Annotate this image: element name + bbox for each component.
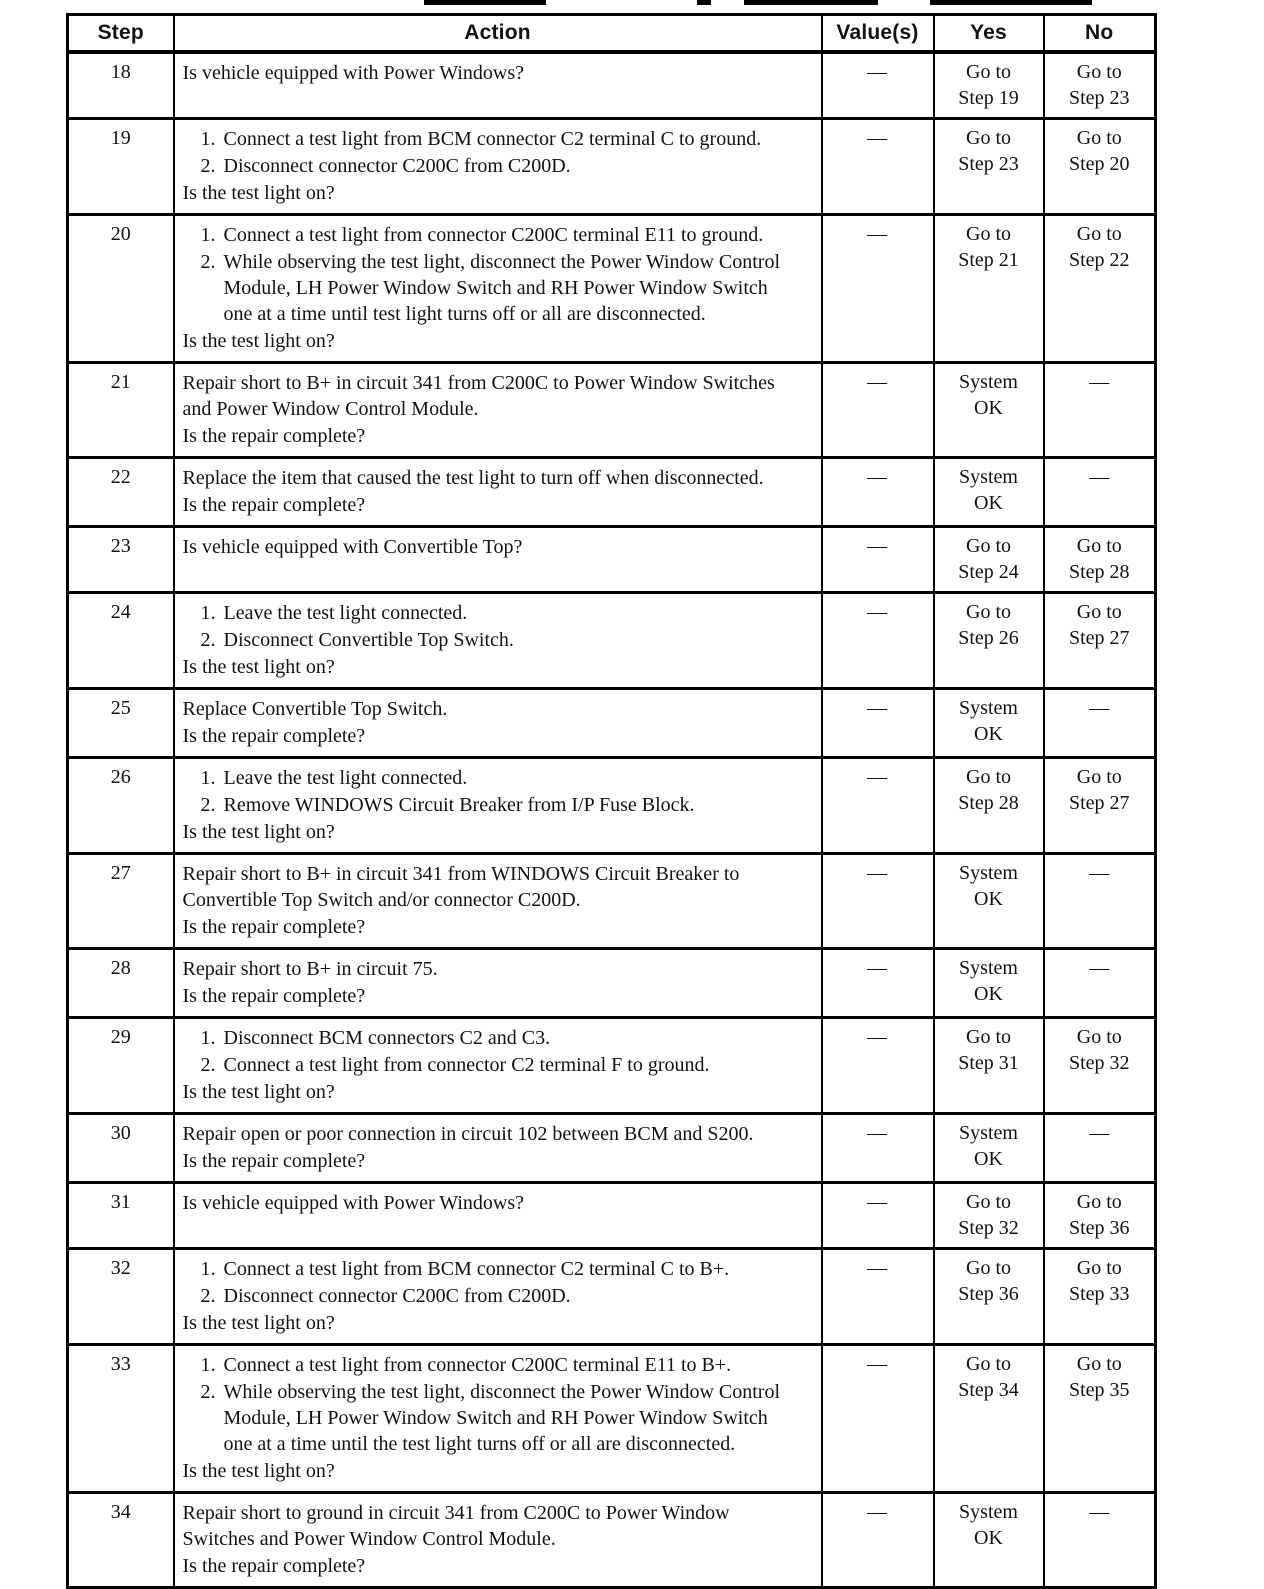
yes-cell-line: Go to: [966, 127, 1011, 149]
step-cell: 23: [68, 527, 174, 593]
step-cell: 26: [68, 758, 174, 854]
no-cell-line: Step 27: [1068, 627, 1130, 649]
action-item-text: Leave the test light connected.: [223, 767, 468, 789]
yes-cell: [934, 215, 1044, 363]
action-text-line: Is the repair complete?: [182, 494, 366, 516]
action-cell: [174, 1345, 822, 1493]
col-header-action: Action: [174, 15, 822, 53]
no-cell-line: —: [1089, 1122, 1110, 1144]
values-cell: —: [822, 949, 934, 1018]
yes-cell: [934, 119, 1044, 215]
yes-cell: [934, 458, 1044, 527]
action-text-line: Repair short to B+ in circuit 341 from WINDOWS Circuit Breaker to Convertible Top Switch and/or connector C200D.: [182, 863, 740, 911]
action-numbered-item: [181, 1256, 799, 1282]
yes-cell-line: System: [959, 1122, 1018, 1144]
step-cell: 30: [68, 1114, 174, 1183]
values-cell: —: [822, 527, 934, 593]
col-header-step: Step: [68, 15, 174, 53]
yes-cell: [934, 758, 1044, 854]
no-cell: [1044, 1493, 1156, 1588]
action-item-text: Disconnect BCM connectors C2 and C3.: [223, 1027, 551, 1049]
yes-cell-line: OK: [974, 1148, 1003, 1170]
action-numbered-item: [181, 765, 799, 791]
action-text-line: Is vehicle equipped with Power Windows?: [182, 1192, 525, 1214]
action-text-line: Replace the item that caused the test light to turn off when disconnected.: [182, 467, 764, 489]
action-item-text: Connect a test light from connector C200C terminal E11 to B+.: [223, 1354, 732, 1376]
no-cell-line: Go to: [1076, 766, 1122, 788]
yes-cell-line: Go to: [966, 223, 1011, 245]
action-item-number: 2.: [200, 629, 216, 651]
action-text-line: Is the test light on?: [182, 182, 335, 204]
action-cell: [174, 949, 822, 1018]
action-item-text: While observing the test light, disconnect the Power Window Control Module, LH Power Window Switch and RH Power Window Switch one at a time until test light turns off or all are disconnected.: [223, 251, 781, 325]
action-numbered-item: [181, 1352, 799, 1378]
yes-cell: [934, 1345, 1044, 1493]
action-text-line: Is the repair complete?: [182, 1555, 366, 1577]
action-text-line: Is the test light on?: [182, 656, 335, 678]
no-cell-line: —: [1089, 371, 1110, 393]
action-text-line: Is the repair complete?: [182, 916, 366, 938]
action-text-line: Repair short to B+ in circuit 341 from C200C to Power Window Switches and Power Window Control Module.: [182, 372, 775, 420]
action-item-number: 1.: [200, 1258, 216, 1280]
diagnostic-table: [66, 13, 1157, 1589]
yes-cell: [934, 363, 1044, 458]
action-numbered-item: [181, 1025, 799, 1051]
no-cell: [1044, 1345, 1156, 1493]
action-text-line: Replace Convertible Top Switch.: [182, 698, 448, 720]
action-numbered-item: [181, 1379, 799, 1457]
step-cell: 28: [68, 949, 174, 1018]
action-text-line: Is vehicle equipped with Power Windows?: [182, 62, 525, 84]
no-cell: [1044, 949, 1156, 1018]
no-cell-line: —: [1089, 697, 1110, 719]
yes-cell-line: Step 28: [958, 792, 1019, 814]
yes-cell-line: Go to: [966, 61, 1011, 83]
yes-cell: [934, 593, 1044, 689]
step-cell: 34: [68, 1493, 174, 1588]
yes-cell-line: System: [959, 1501, 1018, 1523]
yes-cell-line: Step 31: [958, 1052, 1019, 1074]
action-item-number: 2.: [200, 1054, 216, 1076]
no-cell: [1044, 1183, 1156, 1249]
yes-cell-line: Step 24: [958, 561, 1019, 583]
yes-cell-line: OK: [974, 1527, 1003, 1549]
no-cell-line: Step 22: [1068, 249, 1130, 271]
action-item-text: While observing the test light, disconnect the Power Window Control Module, LH Power Window Switch and RH Power Window Switch one at a time until the test light turns off or all are disconnected.: [223, 1381, 781, 1455]
action-item-number: 2.: [200, 251, 216, 273]
step-cell: 31: [68, 1183, 174, 1249]
values-cell: —: [822, 1249, 934, 1345]
no-cell-line: Step 23: [1068, 87, 1130, 109]
action-item-text: Remove WINDOWS Circuit Breaker from I/P Fuse Block.: [223, 794, 695, 816]
values-cell: —: [822, 363, 934, 458]
table-row: [68, 1493, 1156, 1588]
yes-cell-line: Step 36: [958, 1283, 1019, 1305]
no-cell-line: —: [1089, 466, 1110, 488]
yes-cell-line: OK: [974, 983, 1003, 1005]
action-item-number: 2.: [200, 794, 216, 816]
action-cell: [174, 215, 822, 363]
no-cell: [1044, 458, 1156, 527]
values-cell: —: [822, 1493, 934, 1588]
yes-cell-line: OK: [974, 492, 1003, 514]
yes-cell-line: Step 23: [958, 153, 1019, 175]
action-cell: [174, 1114, 822, 1183]
yes-cell-line: Go to: [966, 1191, 1011, 1213]
action-cell: [174, 1183, 822, 1249]
action-text-line: Is vehicle equipped with Convertible Top?: [182, 536, 523, 558]
col-header-values: Value(s): [822, 15, 934, 53]
action-cell: [174, 52, 822, 119]
table-row: [68, 1018, 1156, 1114]
action-cell: [174, 1249, 822, 1345]
action-item-number: 2.: [200, 1285, 216, 1307]
no-cell-line: —: [1089, 862, 1110, 884]
yes-cell-line: OK: [974, 888, 1003, 910]
scan-artifact-line: [424, 0, 546, 5]
table-row: [68, 1345, 1156, 1493]
values-cell: —: [822, 458, 934, 527]
action-cell: [174, 689, 822, 758]
yes-cell-line: Go to: [966, 1257, 1011, 1279]
action-cell: [174, 854, 822, 949]
table-body: [68, 52, 1156, 1588]
values-cell: —: [822, 854, 934, 949]
action-item-number: 1.: [200, 224, 216, 246]
yes-cell-line: OK: [974, 397, 1003, 419]
action-text-line: Repair short to ground in circuit 341 from C200C to Power Window Switches and Power Window Control Module.: [182, 1502, 730, 1550]
values-cell: —: [822, 1345, 934, 1493]
action-numbered-item: [181, 1283, 799, 1309]
action-text-line: Is the test light on?: [182, 1081, 335, 1103]
step-cell: 19: [68, 119, 174, 215]
no-cell-line: Step 27: [1068, 792, 1130, 814]
no-cell: [1044, 758, 1156, 854]
action-item-text: Connect a test light from BCM connector C2 terminal C to B+.: [223, 1258, 730, 1280]
step-cell: 27: [68, 854, 174, 949]
action-cell: [174, 1493, 822, 1588]
values-cell: —: [822, 215, 934, 363]
no-cell-line: Step 28: [1068, 561, 1130, 583]
action-item-text: Disconnect Convertible Top Switch.: [223, 629, 514, 651]
values-cell: —: [822, 119, 934, 215]
no-cell: [1044, 527, 1156, 593]
yes-cell-line: Step 19: [958, 87, 1019, 109]
values-cell: —: [822, 1183, 934, 1249]
step-cell: 18: [68, 52, 174, 119]
yes-cell-line: System: [959, 862, 1018, 884]
yes-cell: [934, 854, 1044, 949]
action-cell: [174, 363, 822, 458]
values-cell: —: [822, 1018, 934, 1114]
no-cell-line: Go to: [1076, 61, 1122, 83]
yes-cell-line: System: [959, 957, 1018, 979]
no-cell: [1044, 593, 1156, 689]
yes-cell: [934, 949, 1044, 1018]
table-row: [68, 458, 1156, 527]
action-cell: [174, 458, 822, 527]
yes-cell-line: Go to: [966, 601, 1011, 623]
yes-cell: [934, 1114, 1044, 1183]
action-item-number: 1.: [200, 767, 216, 789]
yes-cell-line: Go to: [966, 1353, 1011, 1375]
step-cell: 22: [68, 458, 174, 527]
step-cell: 20: [68, 215, 174, 363]
yes-cell-line: Go to: [966, 1026, 1011, 1048]
action-text-line: Is the test light on?: [182, 821, 335, 843]
step-cell: 21: [68, 363, 174, 458]
no-cell-line: —: [1089, 957, 1110, 979]
yes-cell: [934, 1183, 1044, 1249]
yes-cell-line: Go to: [966, 766, 1011, 788]
no-cell-line: Step 35: [1068, 1379, 1130, 1401]
scan-artifact-line: [744, 0, 878, 5]
col-header-no: No: [1044, 15, 1156, 53]
no-cell: [1044, 363, 1156, 458]
yes-cell: [934, 1249, 1044, 1345]
no-cell-line: Go to: [1076, 223, 1122, 245]
table-row: [68, 215, 1156, 363]
scan-artifact-line: [930, 0, 1092, 5]
action-item-number: 1.: [200, 602, 216, 624]
no-cell: [1044, 215, 1156, 363]
step-cell: 25: [68, 689, 174, 758]
no-cell-line: Go to: [1076, 1026, 1122, 1048]
no-cell-line: Go to: [1076, 1191, 1122, 1213]
yes-cell: [934, 1493, 1044, 1588]
action-cell: [174, 527, 822, 593]
table-row: [68, 854, 1156, 949]
no-cell-line: Go to: [1076, 601, 1122, 623]
yes-cell: [934, 52, 1044, 119]
action-cell: [174, 758, 822, 854]
action-numbered-item: [181, 600, 799, 626]
table-row: [68, 689, 1156, 758]
action-text-line: Is the test light on?: [182, 1312, 335, 1334]
action-text-line: Is the repair complete?: [182, 425, 366, 447]
no-cell: [1044, 1018, 1156, 1114]
table-row: [68, 1183, 1156, 1249]
table-row: [68, 119, 1156, 215]
yes-cell-line: System: [959, 466, 1018, 488]
yes-cell-line: System: [959, 697, 1018, 719]
no-cell-line: Step 33: [1068, 1283, 1130, 1305]
no-cell-line: Go to: [1076, 1353, 1122, 1375]
step-cell: 32: [68, 1249, 174, 1345]
action-text-line: Repair short to B+ in circuit 75.: [182, 958, 438, 980]
yes-cell: [934, 527, 1044, 593]
values-cell: —: [822, 758, 934, 854]
action-item-text: Connect a test light from connector C200C terminal E11 to ground.: [223, 224, 764, 246]
values-cell: —: [822, 689, 934, 758]
values-cell: —: [822, 52, 934, 119]
no-cell-line: Step 36: [1068, 1217, 1130, 1239]
action-text-line: Repair open or poor connection in circuit 102 between BCM and S200.: [182, 1123, 754, 1145]
yes-cell-line: Step 21: [958, 249, 1019, 271]
action-item-text: Connect a test light from BCM connector C2 terminal C to ground.: [223, 128, 762, 150]
yes-cell-line: System: [959, 371, 1018, 393]
yes-cell: [934, 689, 1044, 758]
no-cell-line: —: [1089, 1501, 1110, 1523]
action-item-number: 1.: [200, 128, 216, 150]
action-numbered-item: [181, 1052, 799, 1078]
action-numbered-item: [181, 153, 799, 179]
table-row: [68, 593, 1156, 689]
action-numbered-item: [181, 126, 799, 152]
action-cell: [174, 119, 822, 215]
action-numbered-item: [181, 627, 799, 653]
yes-cell: [934, 1018, 1044, 1114]
table-row: [68, 949, 1156, 1018]
col-header-yes: Yes: [934, 15, 1044, 53]
no-cell-line: Go to: [1076, 1257, 1122, 1279]
action-item-text: Disconnect connector C200C from C200D.: [223, 155, 571, 177]
action-item-text: Disconnect connector C200C from C200D.: [223, 1285, 571, 1307]
action-cell: [174, 1018, 822, 1114]
no-cell-line: Step 20: [1068, 153, 1130, 175]
table-row: [68, 1114, 1156, 1183]
action-item-number: 1.: [200, 1027, 216, 1049]
step-cell: 33: [68, 1345, 174, 1493]
table-row: [68, 527, 1156, 593]
no-cell-line: Step 32: [1068, 1052, 1130, 1074]
table-row: [68, 52, 1156, 119]
header-row: [68, 15, 1156, 53]
scan-artifact-line: [697, 0, 711, 5]
action-text-line: Is the repair complete?: [182, 985, 366, 1007]
action-cell: [174, 593, 822, 689]
action-item-text: Connect a test light from connector C2 terminal F to ground.: [223, 1054, 710, 1076]
no-cell: [1044, 1249, 1156, 1345]
yes-cell-line: OK: [974, 723, 1003, 745]
no-cell-line: Go to: [1076, 127, 1122, 149]
values-cell: —: [822, 1114, 934, 1183]
no-cell-line: Go to: [1076, 535, 1122, 557]
values-cell: —: [822, 593, 934, 689]
no-cell: [1044, 119, 1156, 215]
step-cell: 29: [68, 1018, 174, 1114]
yes-cell-line: Go to: [966, 535, 1011, 557]
no-cell: [1044, 854, 1156, 949]
action-item-number: 2.: [200, 155, 216, 177]
table-row: [68, 363, 1156, 458]
step-cell: 24: [68, 593, 174, 689]
no-cell: [1044, 52, 1156, 119]
action-numbered-item: [181, 792, 799, 818]
yes-cell-line: Step 34: [958, 1379, 1019, 1401]
action-item-text: Leave the test light connected.: [223, 602, 468, 624]
yes-cell-line: Step 26: [958, 627, 1019, 649]
table-row: [68, 758, 1156, 854]
action-text-line: Is the repair complete?: [182, 1150, 366, 1172]
action-numbered-item: [181, 249, 799, 327]
no-cell: [1044, 1114, 1156, 1183]
action-text-line: Is the test light on?: [182, 330, 335, 352]
action-numbered-item: [181, 222, 799, 248]
yes-cell-line: Step 32: [958, 1217, 1019, 1239]
action-text-line: Is the repair complete?: [182, 725, 366, 747]
table-row: [68, 1249, 1156, 1345]
action-item-number: 1.: [200, 1354, 216, 1376]
no-cell: [1044, 689, 1156, 758]
action-item-number: 2.: [200, 1381, 216, 1403]
action-text-line: Is the test light on?: [182, 1460, 335, 1482]
